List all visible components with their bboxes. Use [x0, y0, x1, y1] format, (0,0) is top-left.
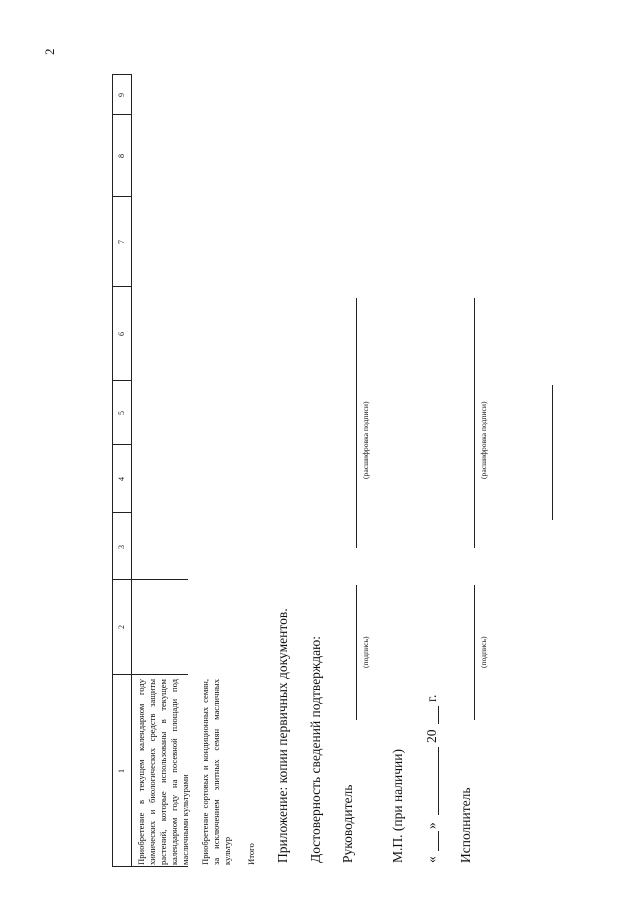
- column-number-5: 5: [117, 411, 126, 415]
- table-top-border: [112, 75, 113, 867]
- column-number-1: 1: [117, 769, 126, 773]
- head-signature-line: [356, 585, 357, 720]
- column-number-6: 6: [117, 332, 126, 336]
- head-decoding-caption: (расшифровка подписи): [361, 401, 370, 479]
- page-number: 2: [42, 48, 57, 55]
- column-number-2: 2: [117, 625, 126, 629]
- column-number-4: 4: [117, 477, 126, 481]
- executor-signature-caption: (подпись): [479, 636, 488, 668]
- column-number-9: 9: [117, 93, 126, 97]
- col-divider-3: [112, 512, 132, 513]
- date-year-line: [438, 706, 439, 724]
- table-border-left: [112, 866, 188, 867]
- col-divider-7: [112, 196, 132, 197]
- col-divider-5: [112, 380, 132, 381]
- date-open-quote: «: [424, 856, 439, 863]
- column-number-7: 7: [117, 240, 126, 244]
- col-divider-6: [112, 286, 132, 287]
- executor-extra-line: [552, 385, 553, 520]
- col-divider-1: [112, 674, 188, 675]
- table-header-divider: [131, 75, 132, 867]
- date-day-line: [438, 831, 439, 851]
- date-year-prefix: 20: [424, 729, 439, 743]
- head-decoding-line: [356, 298, 357, 548]
- head-label: Руководитель: [340, 784, 355, 863]
- column-number-3: 3: [117, 545, 126, 549]
- executor-label: Исполнитель: [458, 787, 473, 863]
- col-divider-8: [112, 114, 132, 115]
- table-row-label-total: Итого: [246, 843, 256, 865]
- column-number-8: 8: [117, 154, 126, 158]
- executor-signature-line: [474, 585, 475, 720]
- table-row-label: Приобретение в текущем календарном году химических и биологических средств защиты растений, которые использованы в текущем календарном году на посевной площади под масличными культурами: [136, 679, 190, 865]
- col-divider-2: [112, 579, 188, 580]
- appendix-note: Приложение: копии первичных документов.: [275, 608, 290, 863]
- date-close-quote: »: [424, 822, 439, 829]
- col-divider-4: [112, 444, 132, 445]
- table-row-label: Приобретение сортовых и кондиционных семян, за исключением элитных семян масличных культур: [200, 679, 232, 865]
- date-year-suffix: г.: [424, 694, 439, 702]
- head-signature-caption: (подпись): [361, 636, 370, 668]
- stamp-note: М.П. (при наличии): [390, 749, 405, 863]
- executor-decoding-caption: (расшифровка подписи): [479, 401, 488, 479]
- certification-title: Достоверность сведений подтверждаю:: [308, 636, 323, 863]
- executor-decoding-line: [474, 298, 475, 548]
- table-border-right: [112, 74, 132, 75]
- date-month-line: [438, 747, 439, 815]
